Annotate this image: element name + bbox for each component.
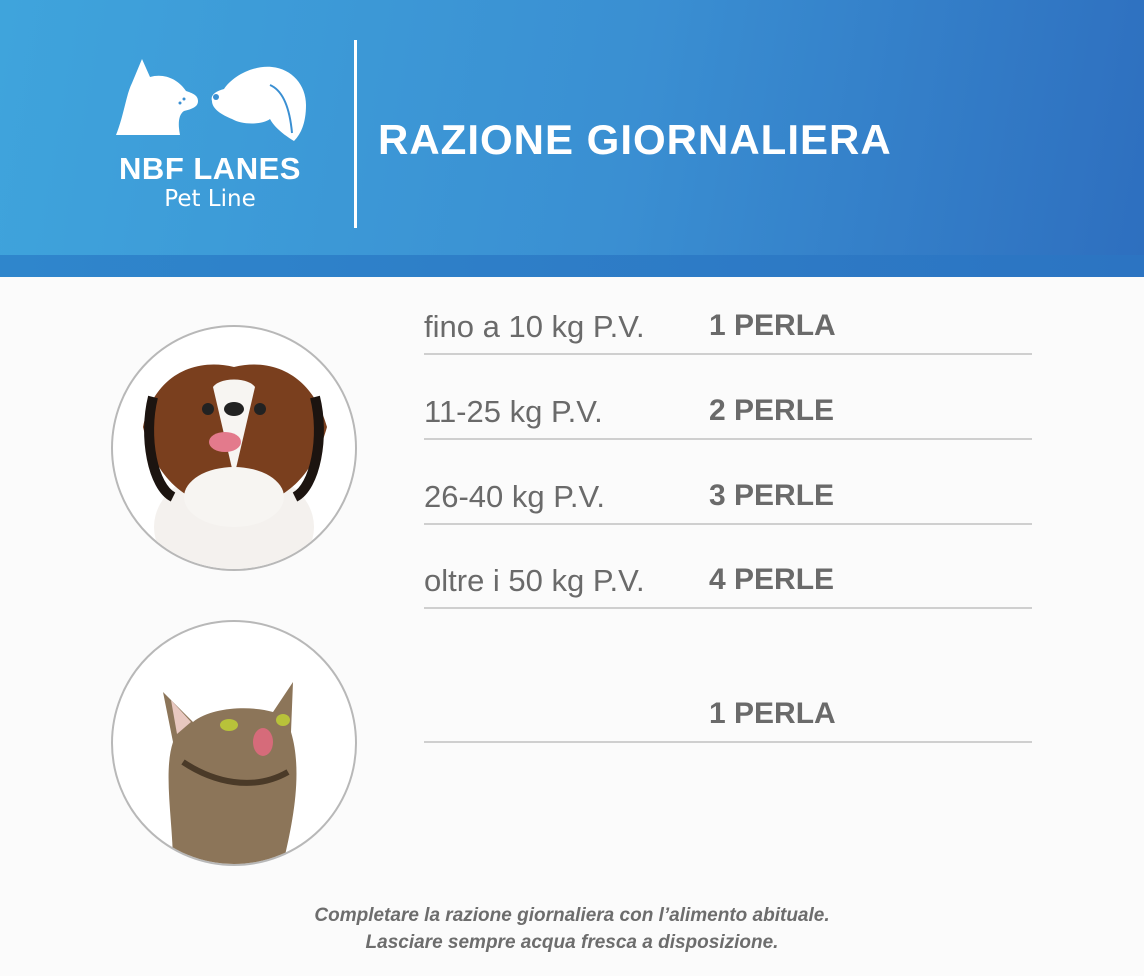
cat-dose-amount: 1 PERLA [709, 697, 836, 730]
weight-range: 26-40 kg P.V. [424, 479, 605, 514]
footer-note-line2: Lasciare sempre acqua fresca a disposizione. [365, 932, 779, 953]
cat-dosage-row [424, 691, 1032, 743]
weight-range: fino a 10 kg P.V. [424, 309, 645, 344]
weight-range: oltre i 50 kg P.V. [424, 563, 645, 598]
cat-dog-logo-icon [112, 55, 312, 145]
dog-photo [111, 325, 357, 571]
dose-amount: 2 PERLE [709, 394, 835, 427]
dose-amount: 3 PERLE [709, 479, 835, 512]
dosage-row [424, 303, 1032, 355]
dosage-row [424, 388, 1032, 440]
page-title: RAZIONE GIORNALIERA [378, 116, 892, 163]
dose-amount: 4 PERLE [709, 563, 835, 596]
header-strip [0, 255, 1144, 277]
cat-photo [111, 620, 357, 866]
weight-range: 11-25 kg P.V. [424, 394, 603, 429]
brand-name: NBF LANES [119, 151, 301, 186]
footer-note-line1: Completare la razione giornaliera con l’alimento abituale. [314, 905, 830, 926]
dosage-row [424, 557, 1032, 609]
dose-amount: 1 PERLA [709, 309, 836, 342]
brand-subtitle: Pet Line [164, 186, 256, 212]
header-divider [354, 40, 357, 228]
dosage-row [424, 473, 1032, 525]
